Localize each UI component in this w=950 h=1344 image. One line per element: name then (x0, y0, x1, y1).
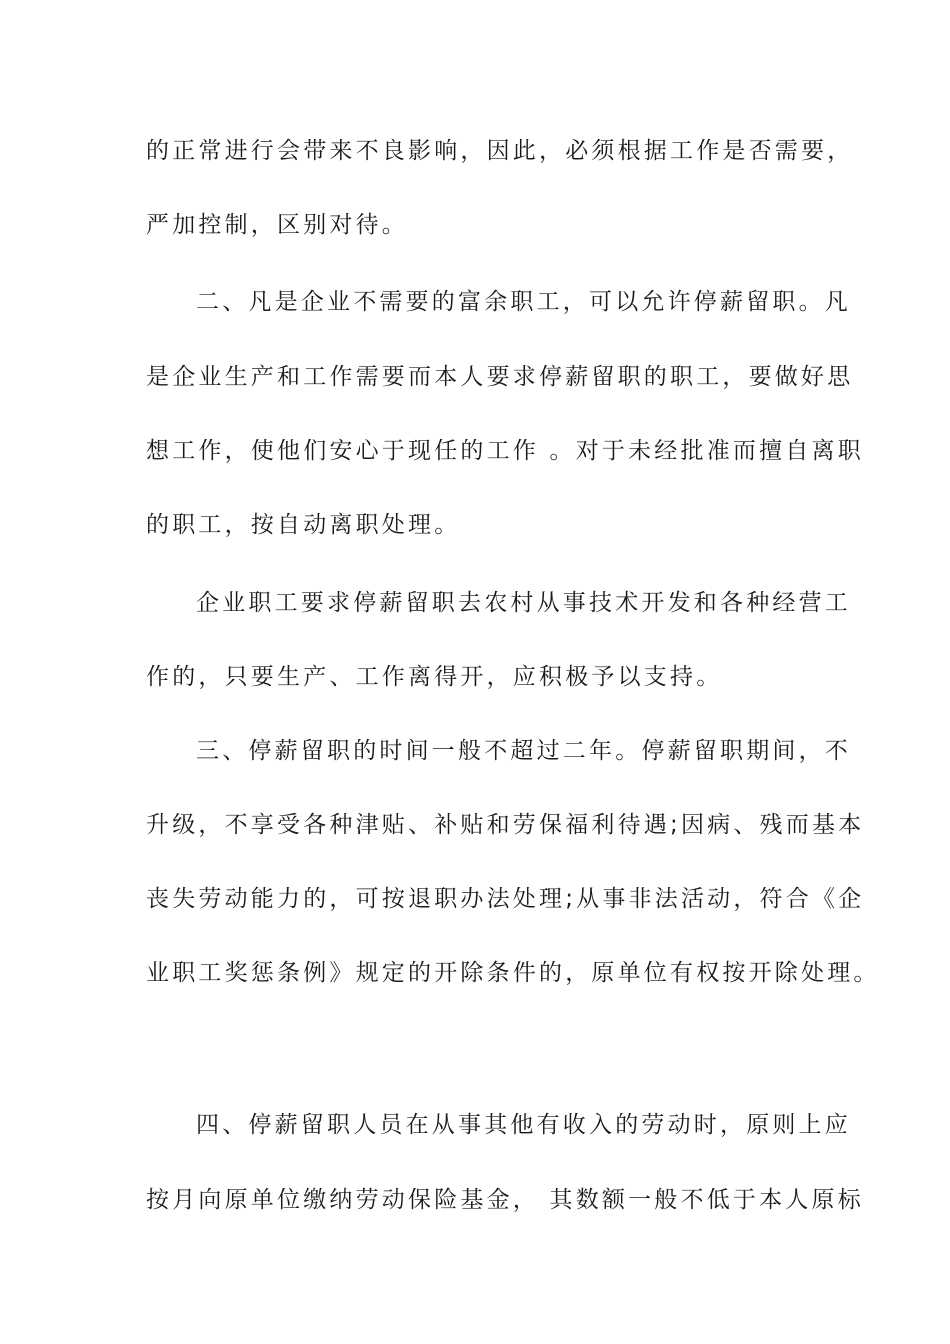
paragraph-start-line: 三、停薪留职的时间一般不超过二年。停薪留职期间，不 (196, 738, 851, 764)
text-line: 是企业生产和工作需要而本人要求停薪留职的职工，要做好思 (146, 364, 854, 390)
text-line: 升级，不享受各种津贴、补贴和劳保福利待遇;因病、残而基本 (146, 812, 865, 838)
text-line: 的职工，按自动离职处理。 (146, 512, 461, 538)
text-line: 业职工奖惩条例》规定的开除条件的，原单位有权按开除处理。 (146, 960, 880, 986)
paragraph-start-line: 企业职工要求停薪留职去农村从事技术开发和各种经营工 (196, 590, 851, 616)
paragraph-start-line: 二、凡是企业不需要的富余职工，可以允许停薪留职。凡 (196, 289, 851, 315)
text-line: 丧失劳动能力的，可按退职办法处理;从事非法活动，符合《企 (146, 886, 865, 912)
text-line: 按月向原单位缴纳劳动保险基金， 其数额一般不低于本人原标 (146, 1187, 864, 1213)
text-line: 想工作，使他们安心于现任的工作 。对于未经批准而擅自离职 (146, 438, 864, 464)
text-line: 严加控制，区别对待。 (146, 212, 408, 238)
text-line: 作的，只要生产、工作离得开，应积极予以支持。 (146, 664, 723, 690)
paragraph-start-line: 四、停薪留职人员在从事其他有收入的劳动时，原则上应 (196, 1112, 851, 1138)
text-line: 的正常进行会带来不良影响，因此，必须根据工作是否需要， (146, 138, 854, 164)
